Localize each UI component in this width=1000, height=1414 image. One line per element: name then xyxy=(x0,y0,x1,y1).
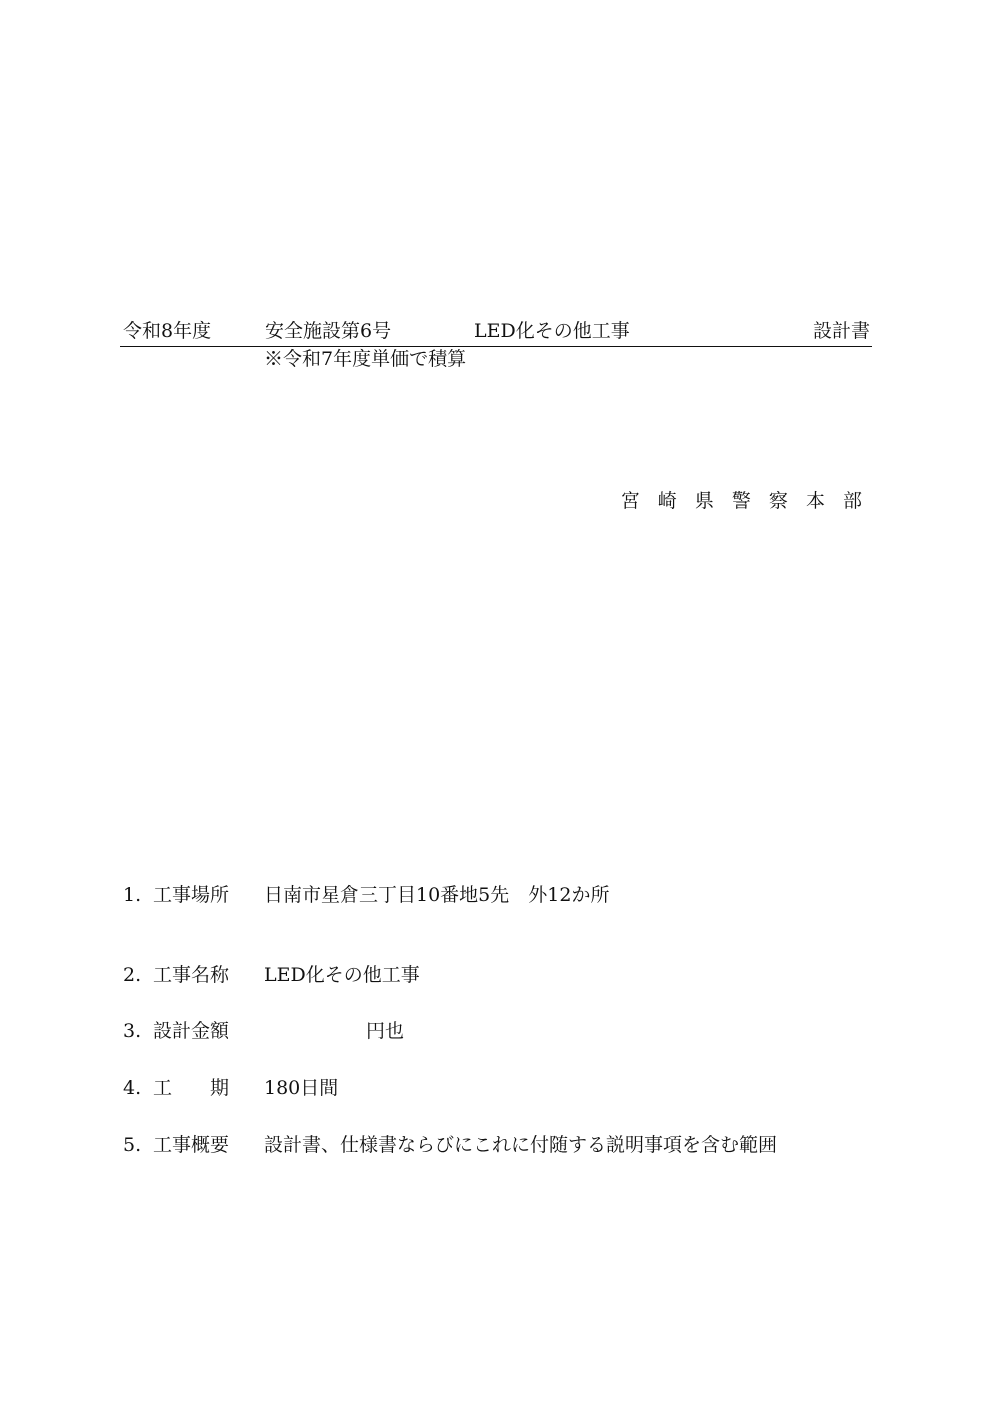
item-number: 5. xyxy=(123,1134,142,1156)
item-location xyxy=(120,884,880,908)
item-number: 1. xyxy=(123,884,142,906)
item-label: 工事概要 xyxy=(153,1134,230,1156)
item-value: LED化その他工事 xyxy=(264,964,420,986)
item-construction-period xyxy=(120,1077,880,1101)
pricing-note: ※令和7年度単価で積算 xyxy=(264,348,467,370)
fiscal-year: 令和8年度 xyxy=(123,320,212,342)
item-number: 3. xyxy=(123,1020,142,1042)
item-label: 設計金額 xyxy=(153,1020,230,1042)
item-value: 180日間 xyxy=(264,1077,339,1099)
item-value: 設計書、仕様書ならびにこれに付随する説明事項を含む範囲 xyxy=(264,1134,778,1156)
issuer-name: 宮 崎 県 警 察 本 部 xyxy=(620,490,868,512)
item-label-part-a: 工 xyxy=(153,1077,173,1099)
item-project-name xyxy=(120,964,880,988)
item-label xyxy=(153,1077,229,1099)
item-label: 工事名称 xyxy=(153,964,230,986)
document-title-row xyxy=(120,318,872,347)
item-design-amount xyxy=(120,1020,880,1044)
item-label-part-b: 期 xyxy=(210,1077,230,1099)
program-number: 安全施設第6号 xyxy=(265,320,392,342)
project-name: LED化その他工事 xyxy=(474,320,630,342)
item-summary xyxy=(120,1134,880,1158)
item-number: 2. xyxy=(123,964,142,986)
item-number: 4. xyxy=(123,1077,142,1099)
item-value: 円也 xyxy=(366,1020,405,1042)
item-label: 工事場所 xyxy=(153,884,230,906)
document-type: 設計書 xyxy=(812,320,870,342)
item-value: 日南市星倉三丁目10番地5先 外12か所 xyxy=(264,884,610,906)
